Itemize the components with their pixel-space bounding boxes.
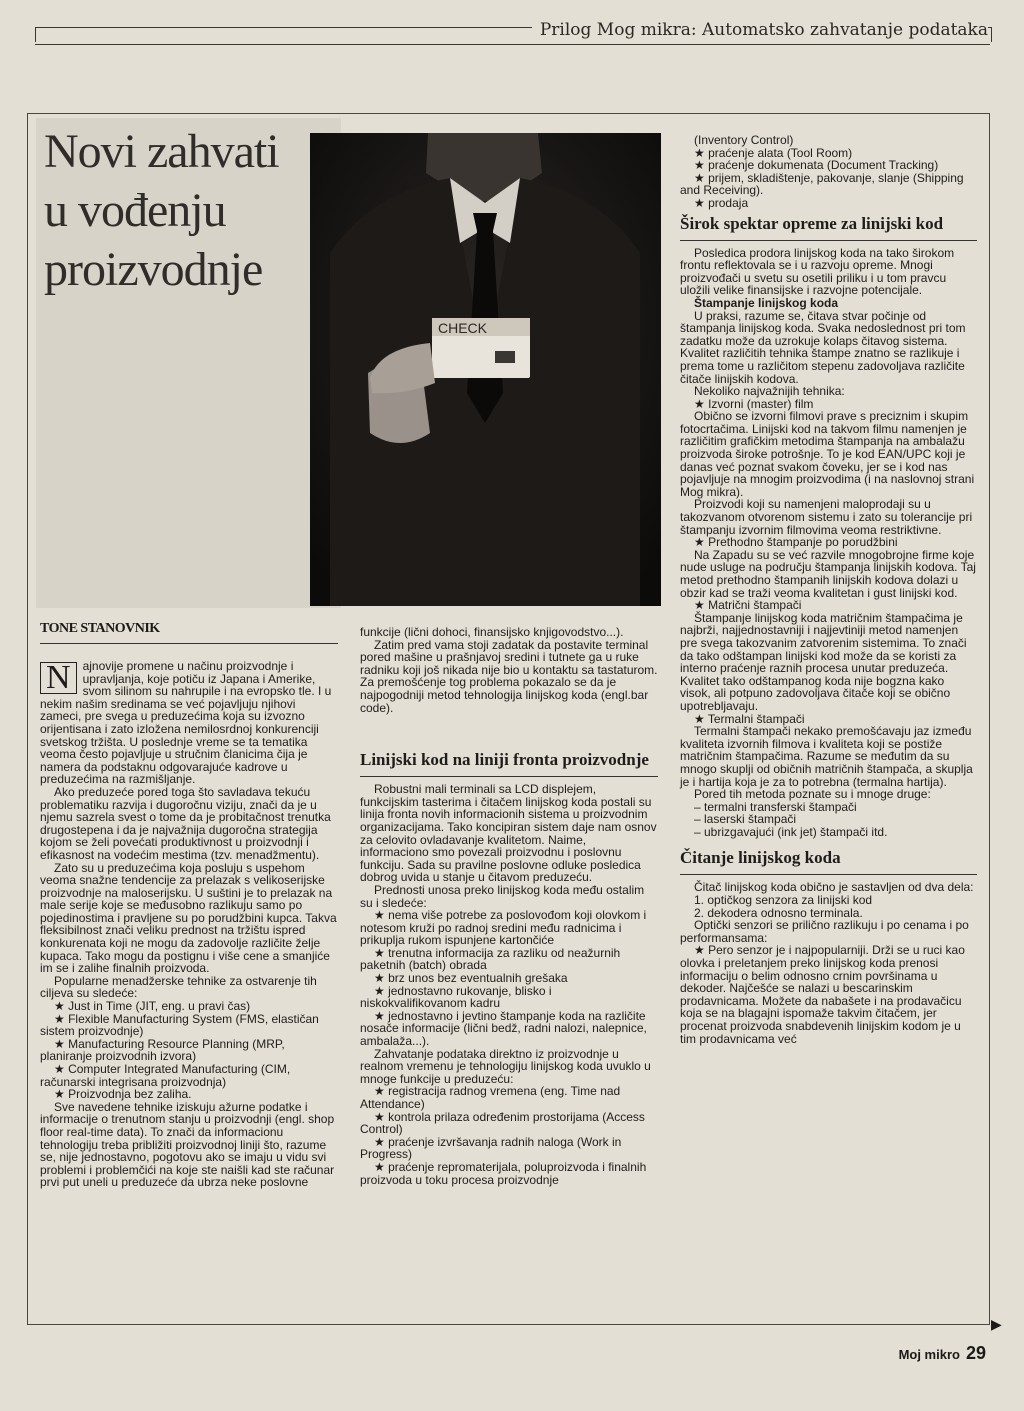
list-item: – termalni transferski štampači	[694, 799, 857, 814]
bullet-item: ★ trenutna informacija za razliku od neažurnih paketnih (batch) obrada	[360, 945, 621, 973]
title-line-2: u vođenju	[44, 184, 226, 237]
bullet-item: ★ praćenje repromaterijala, poluproizvoda i finalnih proizvoda u toku procesa proizvodnje	[360, 1159, 647, 1187]
column-2	[360, 626, 658, 1186]
page-footer	[899, 1343, 986, 1364]
paragraph: Pored tih metoda poznate su i mnoge druge:	[694, 787, 931, 802]
paragraph: U praksi, razume se, čitava stvar počinje od štampanja linijskog koda. Svaka nedoslednost pri tom zadatku može da uzrokuje kolaps čitavog sistema. Kvalitet različitih tehnika štampe znatno se razlikuje i prema tome u različitom stepenu zadovoljava različite čitače linijskih kodova.	[680, 308, 966, 386]
header-underline	[35, 44, 990, 45]
paragraph: Ako preduzeće pored toga što savladava tekuću problematiku razvija i dugoročnu viziju, znači da je u njemu sazrela svest o tome da je probitačnost trenutka drugostepena i da je najvažnija dugoročna strategija kojom se želi povećati produktivnost u proizvodnji i efikasnost na vodećim mestima (tzv. menadžmentu).	[40, 784, 331, 862]
check-card	[432, 318, 530, 378]
bullet-item: ★ Just in Time (JIT, eng. u pravi čas)	[54, 999, 251, 1014]
paragraph: Robustni mali terminali sa LCD displejem, funkcijskim tasterima i čitačem linijskog koda postali su linija fronta novih informacionih sistema u proizvodnim organizacijama. Tako koncipiran sistem daje nam osnov za celovito ovladavanje kvalitetom. Naime, informaciono smo povezali proizvodnu i poslovnu funkciju. Sada su pravilne poslovne odluke posledica dobrog uvida u stanje u čitavom preduzeću.	[360, 782, 657, 885]
drop-cap: N	[40, 662, 77, 694]
paragraph: Posledica prodora linijskog koda na tako širokom frontu reflektovala se i u razvoju opreme. Mnogi proizvođači u svetu su osetili priliku i u tom pravcu uložili velike finansijske i razvojne potencijale.	[680, 245, 955, 298]
paragraph: Obično se izvorni filmovi prave s preciznim i skupim fotocrtačima. Linijski kod na takvom filmu namenjen je različitim grafičkim metodima štampanja na ambalažu proizvoda široke potrošnje. To je kod EAN/UPC koji je danas već poznat svakom čoveku, jer se i kod nas pojavljuje na mnogim proizvodima (i na naslovnoj strani Mog mikra).	[680, 409, 975, 499]
section-heading: Linijski kod na liniji fronta proizvodnje	[360, 750, 658, 777]
bullet-item: ★ Manufacturing Resource Planning (MRP, planiranje proizvodnih izvora)	[40, 1036, 285, 1064]
bullet-item: ★ jednostavno rukovanje, blisko i niskokvalifikovanom kadru	[360, 983, 552, 1011]
bullet-item: ★ Proizvodnja bez zaliha.	[54, 1087, 192, 1102]
header-title: Prilog Mog mikra: Automatsko zahvatanje podataka	[532, 20, 988, 40]
subheading: Štampanje linijskog koda	[694, 295, 839, 310]
list-item: 1. optičkog senzora za linijski kod	[694, 893, 873, 908]
page-number: 29	[965, 1343, 986, 1363]
paragraph: Sve navedene tehnike iziskuju ažurne podatke i informacije o trenutnom stanju u proizvodnji (engl. shop floor real-time data). To znači da informacionu tehnologiju treba približiti proizvodnoj liniji što, razume se, nije jednostavno, pogotovu ako se imaju u vidu svi problemi i problemčići na koje ste naišli kad ste računar prvi put uneli u preduzeće da ubrza neke poslovne	[40, 1099, 335, 1190]
section-heading: Čitanje linijskog koda	[680, 848, 977, 875]
bullet-item: ★ praćenje dokumenata (Document Tracking)	[694, 158, 939, 173]
paragraph: Nekoliko najvažnijih tehnika:	[694, 384, 845, 399]
bullet-item: ★ kontrola prilaza određenim prostorijama (Access Control)	[360, 1109, 645, 1137]
list-item: – laserski štampači	[694, 812, 797, 827]
list-item: 2. dekodera odnosno terminala.	[694, 905, 863, 920]
bullet-item: ★ nema više potrebe za poslovođom koji olovkom i notesom kruži po radnoj sredini među radnicima i prikuplja rukom ispunjene kartončiće	[360, 908, 647, 948]
paragraph: funkcije (lični dohoci, finansijsko knjigovodstvo...).	[360, 625, 624, 639]
bullet-item: ★ praćenje izvršavanja radnih naloga (Work in Progress)	[360, 1134, 622, 1162]
bullet-item: ★ prodaja	[694, 195, 749, 210]
card-label: CHECK	[438, 320, 488, 336]
bullet-item: ★ Flexible Manufacturing System (FMS, elastičan sistem proizvodnje)	[40, 1011, 319, 1039]
article-title	[44, 122, 279, 299]
man-holding-card-photo	[310, 133, 661, 606]
paragraph: Optički senzori se prilično razlikuju i po cenama i po performansama:	[680, 918, 969, 945]
continue-arrow-icon: ▶	[991, 1316, 1002, 1332]
paragraph: Popularne menadžerske tehnike za ostvarenje tih ciljeva su sledeće:	[40, 973, 317, 1001]
bullet-item: ★ registracija radnog vremena (eng. Time nad Attendance)	[360, 1084, 621, 1111]
bullet-item: ★ praćenje alata (Tool Room)	[694, 145, 853, 160]
lead-paragraph: N ajnovije promene u načinu proizvodnje i upravljanja, koje potiču iz Japana i Amerike, svom silinom su nahrupile i na evropsko tle. I u nekim našim sredinama se već pojavljuju njihovi zameci, pre svega u preduzećima koja su izvozno orijentisana i zato izložena nemilosrdnoj konkurenciji svetskog tržišta. U poslednje vreme se ta tematika veoma često pojavljuje u stručnim članicima čija je namera da podstaknu odgovarajuće kadrove u preduzećima na razmišljanje.	[40, 659, 332, 787]
article-photo	[310, 133, 661, 606]
paragraph: Prednosti unosa preko linijskog koda među ostalim su i sledeće:	[360, 882, 645, 910]
title-line-3: proizvodnje	[44, 243, 263, 296]
paragraph: Čitač linijskog koda obično je sastavljen od dva dela:	[694, 880, 974, 895]
section-heading: Širok spektar opreme za linijski kod	[680, 214, 977, 241]
paragraph: Zahvatanje podataka direktno iz proizvodnje u realnom vremenu je tehnologiju linijskog koda uvuklo u mnoge funkcije u preduzeću:	[360, 1046, 651, 1086]
bullet-item: ★ jednostavno i jevtino štampanje koda na različite nosače informacije (lični bedž, radni nalozi, nalepnice, ambalaža...).	[360, 1008, 647, 1049]
paragraph: Proizvodi koji su namenjeni maloprodaji su u takozvanom otvorenom sistemu i zato su tolerancije pri štampanju izvornim filmovima veoma restriktivne.	[680, 497, 973, 537]
paragraph: Termalni štampači nekako premošćavaju jaz između kvaliteta izvornih filmova i kvaliteta koji se postiže matričnim štampačima. Razume se međutim da su mnogo skuplji od običnih matričnih štampača, a skuplja je i hartija koja je za to potrebna (termalna hartija).	[680, 724, 973, 789]
paragraph: ★ Pero senzor je i najpopularniji. Drži se u ruci kao olovka i preletanjem preko linijskog koda prenosi informaciju o belim odnosno crnim površinama u dekoder. Najčešće se nalazi u bescarinskim prodavnicama. Možete da nabašete i na prodavačicu koja se na blagajni ispomaže takvim čitačem, jer procenat proizvoda snabdevenih linijskim kodom je u tim prodavnicama već	[680, 943, 965, 1046]
list-item: – ubrizgavajući (ink jet) štampači itd.	[694, 824, 888, 839]
bullet-item: ★ Prethodno štampanje po porudžbini	[694, 535, 898, 550]
title-line-1: Novi zahvati	[44, 125, 279, 178]
bullet-item: ★ Computer Integrated Manufacturing (CIM, računarski integrisana proizvodnja)	[40, 1062, 291, 1089]
column-1	[40, 660, 338, 1189]
paragraph: Zato su u preduzećima koja posluju s uspehom veoma snažne tendencije za prelazak s velikoserijske proizvodnje na maloserijsku. U suštini je to prelazak na male serije koje se međusobno razlikuju samo po pojedinostima i pravljene su po porudžbini kupca. Takva fleksibilnost znači veliku prednost na tržištu ispred konkurenata koji ne mogu da zadovolje različite želje kupaca. Tako mogu da postignu i više cene a smanjiće im se i zalihe finalnih proizvoda.	[40, 860, 337, 976]
author-name: TONE STANOVNIK	[40, 621, 338, 644]
column-3	[680, 134, 977, 1045]
paragraph: Štampanje linijskog koda matričnim štampačima je najbrži, najjednostavniji i najjevtiniji metod namenjen pre svega takozvanim zatvorenim sistemima. To znači da tako odštampan linijski kod može da se koristi za interno praćenje raznih procesa unutar preduzeća. Kvalitet tako odštampanog koda nije bogzna kako visok, ali potpuno zadovoljava čitače koji se obično upotrebljavaju.	[680, 610, 967, 713]
paragraph: Zatim pred vama stoji zadatak da postavite terminal pored mašine u prašnjavoj sredini i tutnete ga u ruke radniku koji još nikada nije bio u kontaktu sa tastaturom. Za premošćenje tog problema pokazalo se da je najpogodniji metod tehnologija linijskog koda (engl.bar code).	[360, 637, 658, 715]
paragraph: (Inventory Control)	[694, 133, 794, 147]
bullet-item: ★ Matrični štampači	[694, 598, 802, 613]
bullet-item: ★ Termalni štampači	[694, 711, 805, 726]
paragraph: Na Zapadu su se već razvile mnogobrojne firme koje nude usluge na području štampanja linijskih kodova. Taj metod prethodno štampanih linijskih kodova dolazi u obzir kad se traži veoma kvalitetan i gust linijski kod.	[680, 547, 976, 600]
magazine-name: Moj mikro	[898, 1347, 960, 1362]
bullet-item: ★ prijem, skladištenje, pakovanje, slanje (Shipping and Receiving).	[680, 170, 964, 198]
bullet-item: ★ Izvorni (master) film	[694, 396, 814, 411]
bullet-item: ★ brz unos bez eventualnih grešaka	[374, 971, 568, 986]
